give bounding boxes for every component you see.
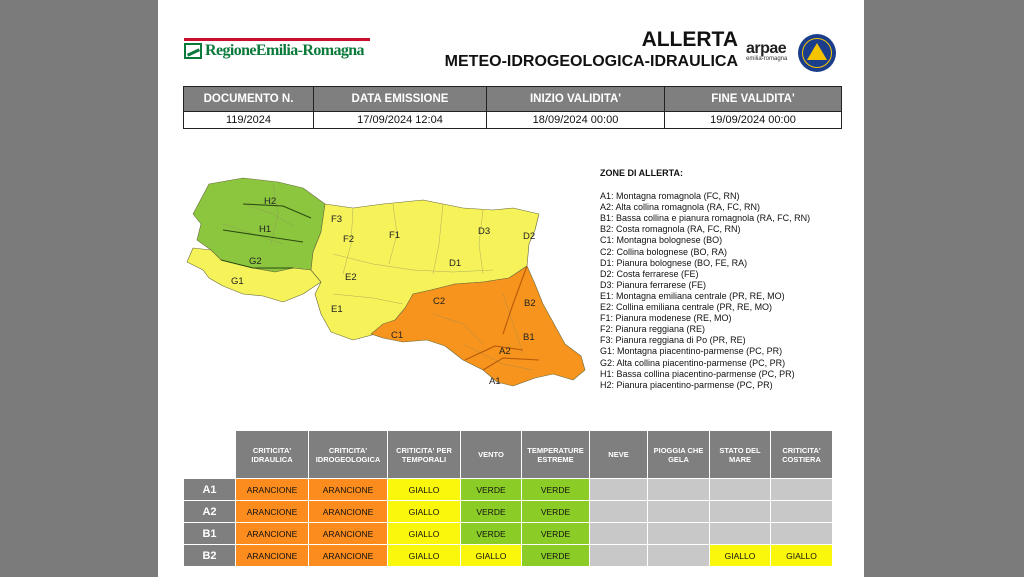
criticity-cell xyxy=(771,479,833,501)
zone-item: F2: Pianura reggiana (RE) xyxy=(600,324,706,335)
table-row xyxy=(184,545,833,567)
criticity-cell: VERDE xyxy=(461,501,522,523)
criticity-cell: VERDE xyxy=(461,479,522,501)
criticity-header: CRITICITA' IDROGEOLOGICA xyxy=(309,431,388,479)
zone-item: D1: Pianura bolognese (BO, FE, RA) xyxy=(600,257,748,268)
criticity-cell: ARANCIONE xyxy=(309,523,388,545)
table-row xyxy=(184,479,833,501)
map-label-f1: F1 xyxy=(389,230,401,241)
arpae-logo xyxy=(746,40,794,66)
criticity-cell xyxy=(590,479,648,501)
protezione-civile-logo-icon xyxy=(798,34,836,72)
doc-number: 119/2024 xyxy=(184,112,314,129)
map-label-h1: H1 xyxy=(259,224,272,235)
map-label-g2: G2 xyxy=(249,256,262,267)
doc-issue-date: 17/09/2024 12:04 xyxy=(314,112,487,129)
zone-item: D3: Pianura ferrarese (FE) xyxy=(600,279,707,290)
logo-red-bar xyxy=(184,38,370,41)
criticity-body xyxy=(184,479,833,567)
map-label-e1: E1 xyxy=(331,304,343,315)
doc-header-number: DOCUMENTO N. xyxy=(184,87,314,112)
criticity-cell: GIALLO xyxy=(710,545,771,567)
map-label-h2: H2 xyxy=(264,196,277,207)
regione-logo xyxy=(184,38,370,62)
zone-item: B2: Costa romagnola (RA, FC, RN) xyxy=(600,224,741,235)
zone-item: B1: Bassa collina e pianura romagnola (RA, FC, RN) xyxy=(600,213,811,224)
zone-item: E2: Collina emiliana centrale (PR, RE, MO) xyxy=(600,302,773,313)
criticity-cell: VERDE xyxy=(522,501,590,523)
criticity-cell: GIALLO xyxy=(388,479,461,501)
criticity-header: PIOGGIA CHE GELA xyxy=(648,431,710,479)
zone-item: G2: Alta collina piacentino-parmense (PC, PR) xyxy=(600,357,786,368)
row-zone-label: B2 xyxy=(184,545,236,567)
map-label-c1: C1 xyxy=(391,330,404,341)
document-page xyxy=(158,0,864,577)
criticity-header: TEMPERATURE ESTREME xyxy=(522,431,590,479)
map-label-d2: D2 xyxy=(523,231,536,242)
criticity-header: CRITICITA' PER TEMPORALI xyxy=(388,431,461,479)
criticity-table xyxy=(183,430,833,567)
criticity-cell: ARANCIONE xyxy=(236,523,309,545)
criticity-cell xyxy=(590,523,648,545)
criticity-cell: VERDE xyxy=(522,545,590,567)
criticity-cell: GIALLO xyxy=(461,545,522,567)
criticity-cell: VERDE xyxy=(522,523,590,545)
zone-legend-title: ZONE DI ALLERTA: xyxy=(600,168,683,178)
zone-item: A2: Alta collina romagnola (RA, FC, RN) xyxy=(600,202,761,213)
page-subtitle: METEO-IDROGEOLOGICA-IDRAULICA xyxy=(444,53,738,70)
row-zone-label: A1 xyxy=(184,479,236,501)
table-row xyxy=(184,523,833,545)
criticity-cell: ARANCIONE xyxy=(309,501,388,523)
criticity-cell: GIALLO xyxy=(388,545,461,567)
zone-item: H1: Bassa collina piacentino-parmense (PC, PR) xyxy=(600,368,795,379)
criticity-cell xyxy=(590,501,648,523)
criticity-cell xyxy=(771,523,833,545)
criticity-cell: ARANCIONE xyxy=(309,479,388,501)
map-label-f3: F3 xyxy=(331,214,343,225)
criticity-cell xyxy=(710,523,771,545)
criticity-header: VENTO xyxy=(461,431,522,479)
alert-zones-map xyxy=(183,174,593,394)
table-row xyxy=(184,501,833,523)
criticity-header: STATO DEL MARE xyxy=(710,431,771,479)
zone-item: A1: Montagna romagnola (FC, RN) xyxy=(600,191,740,202)
zone-item: F3: Pianura reggiana di Po (PR, RE) xyxy=(600,335,746,346)
map-label-g1: G1 xyxy=(231,276,244,287)
logo-mark-icon xyxy=(184,43,202,59)
map-label-a1: A1 xyxy=(489,376,501,387)
doc-valid-to: 19/09/2024 00:00 xyxy=(665,112,842,129)
criticity-cell xyxy=(648,479,710,501)
criticity-cell xyxy=(648,545,710,567)
map-label-c2: C2 xyxy=(433,296,446,307)
map-label-e2: E2 xyxy=(345,272,357,283)
row-zone-label: B1 xyxy=(184,523,236,545)
doc-header-valid-to: FINE VALIDITA' xyxy=(665,87,842,112)
criticity-cell: ARANCIONE xyxy=(236,479,309,501)
criticity-cell: ARANCIONE xyxy=(309,545,388,567)
criticity-cell: ARANCIONE xyxy=(236,545,309,567)
zone-item: G1: Montagna piacentino-parmense (PC, PR) xyxy=(600,346,783,357)
criticity-header: CRITICITA' IDRAULICA xyxy=(236,431,309,479)
criticity-cell xyxy=(590,545,648,567)
row-zone-label: A2 xyxy=(184,501,236,523)
doc-header-valid-from: INIZIO VALIDITA' xyxy=(487,87,665,112)
zone-item: H2: Pianura piacentino-parmense (PC, PR) xyxy=(600,379,773,390)
criticity-cell xyxy=(710,479,771,501)
zone-legend xyxy=(600,168,860,391)
map-label-f2: F2 xyxy=(343,234,355,245)
criticity-cell: GIALLO xyxy=(388,501,461,523)
criticity-cell xyxy=(710,501,771,523)
criticity-cell: VERDE xyxy=(522,479,590,501)
map-label-a2: A2 xyxy=(499,346,511,357)
map-label-b1: B1 xyxy=(523,332,535,343)
zone-item: C2: Collina bolognese (BO, RA) xyxy=(600,246,728,257)
zone-item: C1: Montagna bolognese (BO) xyxy=(600,235,723,246)
zone-item: D2: Costa ferrarese (FE) xyxy=(600,268,699,279)
zone-item: F1: Pianura modenese (RE, MO) xyxy=(600,313,732,324)
map-label-d3: D3 xyxy=(478,226,491,237)
criticity-header: NEVE xyxy=(590,431,648,479)
criticity-cell xyxy=(648,523,710,545)
page-title: ALLERTA xyxy=(641,28,738,51)
map-label-b2: B2 xyxy=(524,298,536,309)
criticity-header: CRITICITA' COSTIERA xyxy=(771,431,833,479)
arpae-name: arpae xyxy=(746,40,787,57)
arpae-sub: emilia-romagna xyxy=(746,56,788,62)
zone-item: E1: Montagna emiliana centrale (PR, RE, MO) xyxy=(600,290,785,301)
criticity-cell: GIALLO xyxy=(388,523,461,545)
criticity-cell xyxy=(648,501,710,523)
map-label-d1: D1 xyxy=(449,258,462,269)
criticity-cell xyxy=(771,501,833,523)
criticity-cell: GIALLO xyxy=(771,545,833,567)
criticity-cell: VERDE xyxy=(461,523,522,545)
criticity-cell: ARANCIONE xyxy=(236,501,309,523)
document-info-table xyxy=(183,86,842,129)
logo-text: RegioneEmilia-Romagna xyxy=(205,42,364,59)
doc-header-issue-date: DATA EMISSIONE xyxy=(314,87,487,112)
criticity-header-row xyxy=(184,431,833,479)
doc-valid-from: 18/09/2024 00:00 xyxy=(487,112,665,129)
